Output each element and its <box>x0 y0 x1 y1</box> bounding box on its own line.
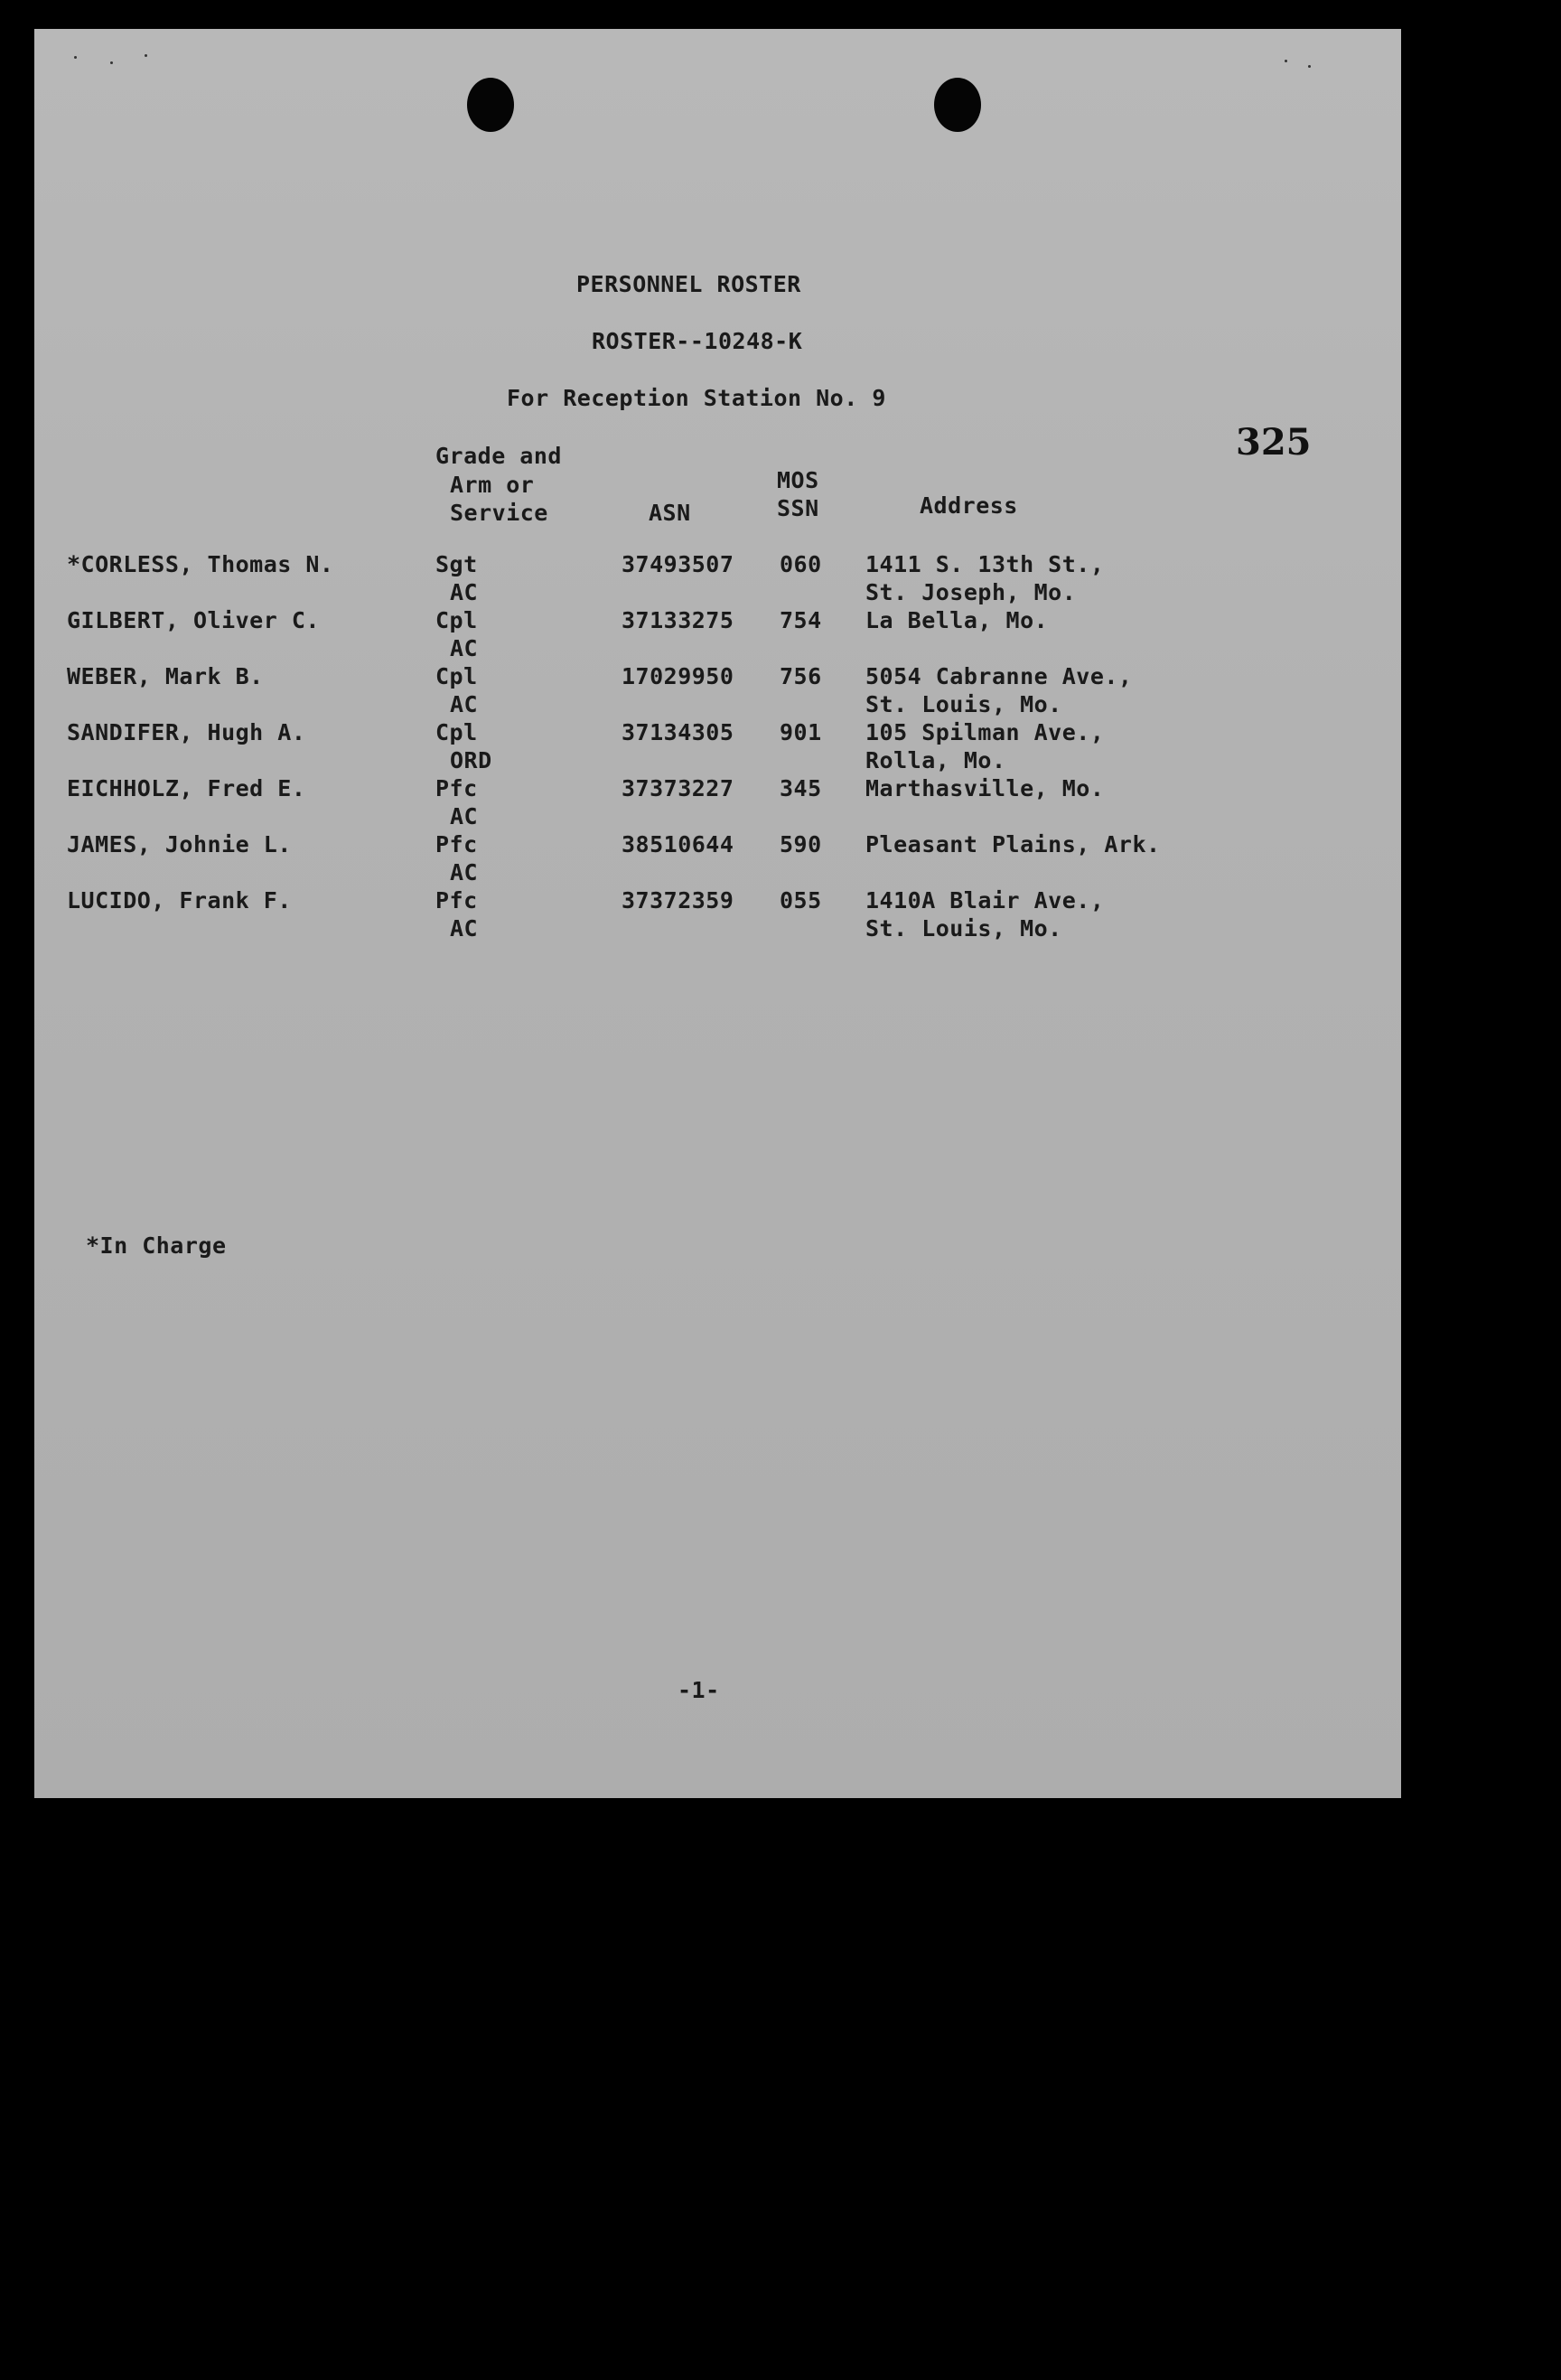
row-asn: 38510644 <box>622 831 734 857</box>
row-address-1: Marthasville, Mo. <box>865 775 1105 801</box>
table-row <box>34 889 1401 945</box>
row-arm: ORD <box>450 747 492 773</box>
station-line: For Reception Station No. 9 <box>507 385 886 411</box>
row-name: *CORLESS, Thomas N. <box>67 551 334 577</box>
table-row <box>34 833 1401 889</box>
row-address-1: 105 Spilman Ave., <box>865 719 1105 745</box>
row-grade: Pfc <box>435 831 478 857</box>
col-asn: ASN <box>649 500 691 526</box>
row-name: SANDIFER, Hugh A. <box>67 719 306 745</box>
page-number: -1- <box>678 1677 720 1703</box>
row-address-2: Rolla, Mo. <box>865 747 1006 773</box>
row-name: LUCIDO, Frank F. <box>67 887 292 914</box>
row-grade: Sgt <box>435 551 478 577</box>
roster-title: PERSONNEL ROSTER <box>576 271 801 297</box>
table-row <box>34 609 1401 665</box>
row-grade: Pfc <box>435 887 478 914</box>
col-grade-1: Grade and <box>435 443 562 469</box>
row-mos: 345 <box>780 775 822 801</box>
row-grade: Cpl <box>435 663 478 689</box>
document-page <box>34 29 1401 1798</box>
row-address-2: St. Joseph, Mo. <box>865 579 1077 605</box>
row-arm: AC <box>450 635 479 661</box>
row-asn: 37134305 <box>622 719 734 745</box>
punch-hole-right <box>934 78 981 132</box>
row-asn: 37493507 <box>622 551 734 577</box>
row-mos: 756 <box>780 663 822 689</box>
row-mos: 060 <box>780 551 822 577</box>
row-asn: 37372359 <box>622 887 734 914</box>
row-asn: 17029950 <box>622 663 734 689</box>
col-grade-2: Arm or <box>450 472 535 498</box>
row-arm: AC <box>450 803 479 829</box>
row-name: WEBER, Mark B. <box>67 663 264 689</box>
row-grade: Pfc <box>435 775 478 801</box>
row-address-1: 1410A Blair Ave., <box>865 887 1105 914</box>
row-name: GILBERT, Oliver C. <box>67 607 320 633</box>
row-arm: AC <box>450 915 479 942</box>
table-row <box>34 721 1401 777</box>
row-mos: 055 <box>780 887 822 914</box>
row-name: EICHHOLZ, Fred E. <box>67 775 306 801</box>
col-grade-3: Service <box>450 500 548 526</box>
row-mos: 754 <box>780 607 822 633</box>
row-grade: Cpl <box>435 607 478 633</box>
roster-number: ROSTER--10248-K <box>592 328 803 354</box>
row-address-2: St. Louis, Mo. <box>865 691 1062 717</box>
row-arm: AC <box>450 691 479 717</box>
row-mos: 901 <box>780 719 822 745</box>
row-address-1: 5054 Cabranne Ave., <box>865 663 1133 689</box>
row-address-2: St. Louis, Mo. <box>865 915 1062 942</box>
row-address-1: 1411 S. 13th St., <box>865 551 1105 577</box>
col-mos-1: MOS <box>777 467 819 493</box>
col-address: Address <box>920 492 1018 519</box>
table-row <box>34 553 1401 609</box>
table-row <box>34 777 1401 833</box>
row-arm: AC <box>450 859 479 885</box>
table-row <box>34 665 1401 721</box>
row-mos: 590 <box>780 831 822 857</box>
row-arm: AC <box>450 579 479 605</box>
page-stamp: 325 <box>1236 421 1312 464</box>
col-mos-2: SSN <box>777 495 819 521</box>
footnote: *In Charge <box>86 1232 227 1259</box>
punch-hole-left <box>467 78 514 132</box>
row-name: JAMES, Johnie L. <box>67 831 292 857</box>
row-address-1: La Bella, Mo. <box>865 607 1049 633</box>
row-address-1: Pleasant Plains, Ark. <box>865 831 1161 857</box>
row-asn: 37133275 <box>622 607 734 633</box>
row-asn: 37373227 <box>622 775 734 801</box>
row-grade: Cpl <box>435 719 478 745</box>
